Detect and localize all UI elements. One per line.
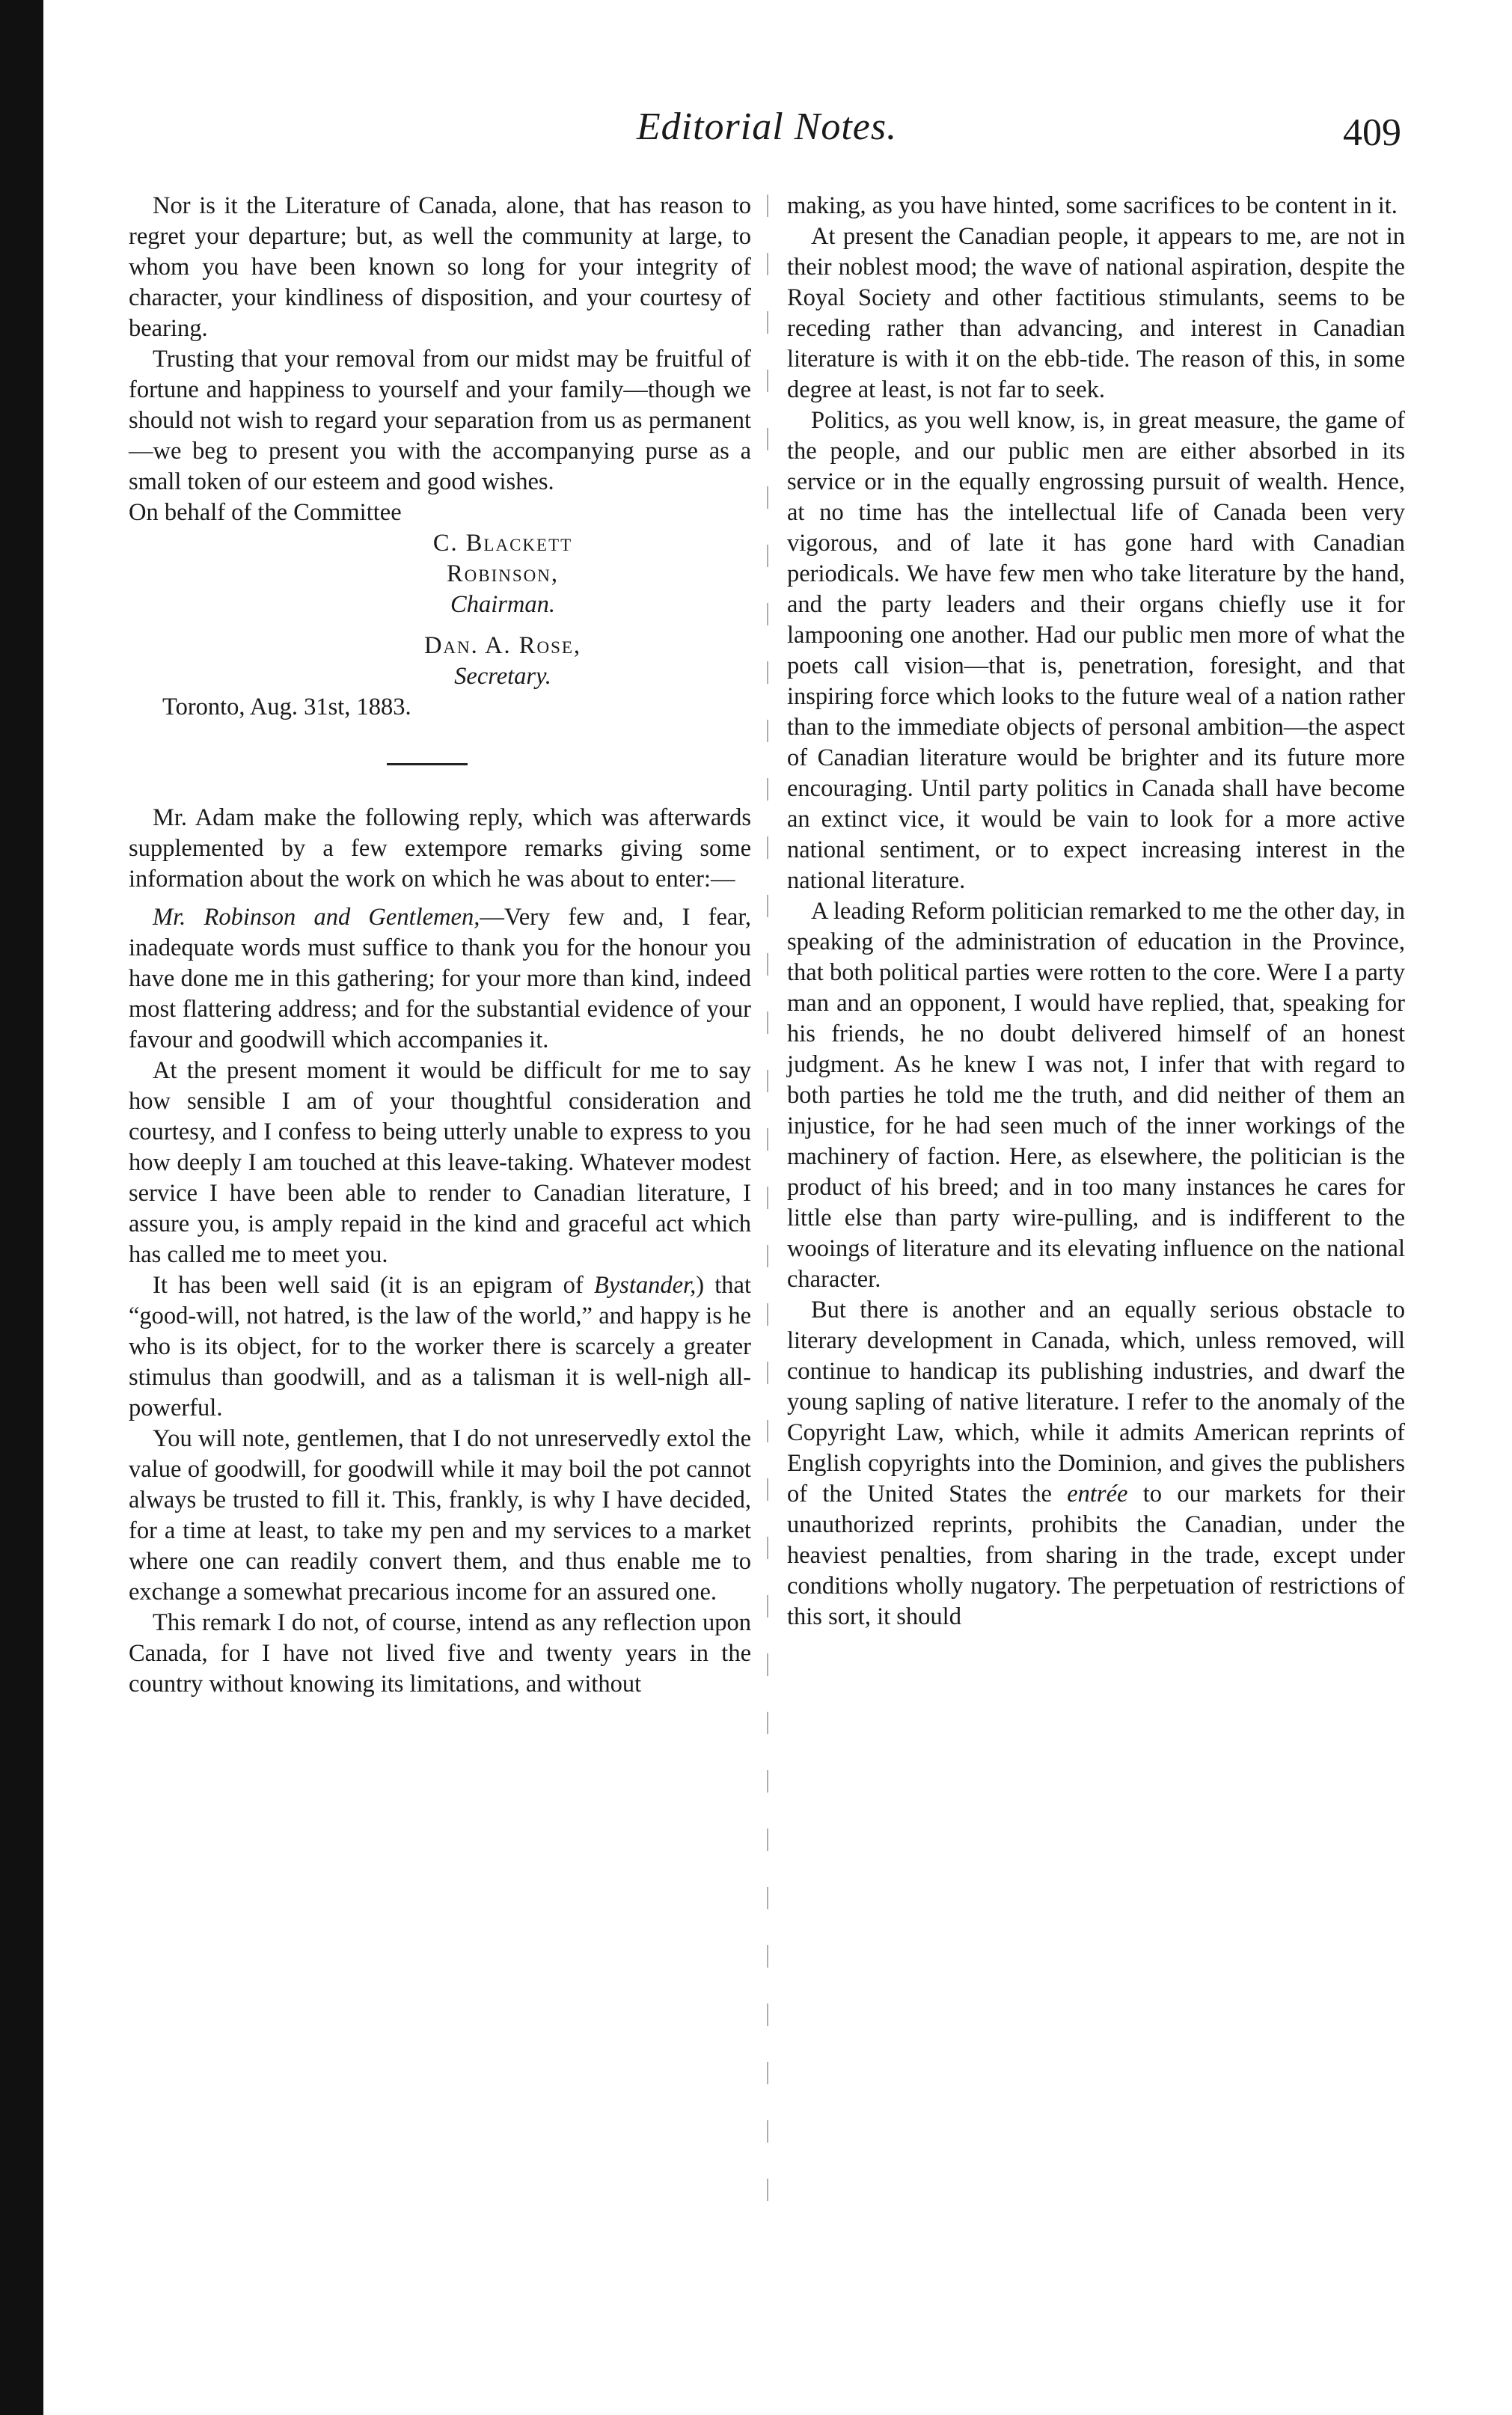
paragraph: A leading Reform politician remarked to me the other day, in speaking of the administration of education in the Province, that both political parties were rotten to the core. Were I a party man and an opponent, I would have replied, that, speaking for his friends, he no doubt delivered himself of an honest judgment. As he knew I was not, I infer that with regard to both parties he told me the truth, and did neither of them an injustice, for he had seen much of the inner workings of the machinery of faction. Here, as elsewhere, the politician is the product of his breed; and in too many instances he cares for little else than party wire-pulling, and is indifferent to the wooings of literature and its elevating influence on the national character. — [787, 898, 1405, 1293]
paragraph: Mr. Adam make the following reply, which was afterwards supplemented by a few extempore remarks giving some information about the work on which he was about to enter:— — [129, 804, 751, 893]
signature-block-chairman — [376, 528, 630, 620]
place-date: Toronto, Aug. 31st, 1883. — [162, 694, 411, 720]
paragraph: Politics, as you well know, is, in great measure, the game of the people, and our public men are either absorbed in its service or in the equally engrossing pursuit of wealth. Hence, at no time has the intellectual life of Canada been very vigorous, and of late it has gone hard with Canadian periodicals. We have few men who take literature by the hand, and the party leaders and their organs chiefly use it for lampooning one another. Had our public men more of what the poets call vision—that is, penetration, foresight, and that inspiring force which looks to the future weal of a nation rather than to the immediate objects of personal ambition—the aspect of Canadian literature would be brighter and its future more encouraging. Until party politics in Canada shall have become an extinct vice, it would be vain to look for a more active national sentiment, or to expect increasing interest in the national literature. — [787, 407, 1405, 894]
page-binding-edge — [0, 0, 43, 2415]
foreign-term: entrée — [1067, 1481, 1128, 1508]
periodical-title: Bystander, — [593, 1272, 697, 1299]
paragraph-text: —Very few and, I fear, inadequate words must suffice to thank you for the honour you have done me in this gathering; for your more than kind, indeed most flattering address; and for the substantial evidence of your favour and goodwill which accompanies it. — [129, 904, 751, 1053]
paragraph-text: to our markets for their unauthorized reprints, prohibits the Canadian, under the heaviest penalties, from sharing in the trade, except under conditions wholly nugatory. The perpetuation of restrictions of this sort, it should — [787, 1481, 1405, 1630]
right-column — [787, 191, 1405, 1632]
committee-line: On behalf of the Committee — [129, 499, 402, 526]
paragraph: This remark I do not, of course, intend as any reflection upon Canada, for I have not lived five and twenty years in the country without knowing its limitations, and without — [129, 1609, 751, 1698]
paragraph: At present the Canadian people, it appears to me, are not in their noblest mood; the wave of national aspiration, despite the Royal Society and other factitious stimulants, seems to be receding rather than advancing, and interest in Canadian literature is with it on the ebb-tide. The reason of this, in some degree at least, is not far to seek. — [787, 223, 1405, 403]
paragraph: At the present moment it would be difficult for me to say how sensible I am of your thoughtful consideration and courtesy, and I confess to being utterly unable to express to you how deeply I am touched at this leave-taking. Whatever modest service I have been able to render to Canadian literature, I assure you, is amply repaid in the kind and graceful act which has called me to meet you. — [129, 1057, 751, 1268]
column-divider — [767, 195, 768, 2237]
salutation: Mr. Robinson and Gentlemen, — [153, 904, 480, 931]
paragraph-text: It has been well said (it is an epigram of — [153, 1272, 594, 1299]
paragraph — [787, 1295, 1405, 1632]
paragraph: making, as you have hinted, some sacrifices to be content in it. — [787, 192, 1398, 219]
paragraph-text: ) that “good-will, not hatred, is the law of the world,” and happy is he who is its object, for to the worker there is scarcely a greater stimulus than goodwill, and as a talisman it is well-nigh all-powerful. — [129, 1272, 752, 1421]
page-number: 409 — [1343, 111, 1401, 154]
paragraph — [129, 1270, 751, 1424]
paragraph-text: But there is another and an equally serious obstacle to literary development in Canada, which, unless removed, will continue to handicap its publishing industries, and dwarf the young sapling of native literature. I refer to the anomaly of the Copyright Law, which, while it admits American reprints of English copyrights into the Dominion, and gives the publishers of the United States the — [787, 1297, 1405, 1508]
paragraph: You will note, gentlemen, that I do not unreservedly extol the value of goodwill, for goodwill while it may boil the pot cannot always be trusted to fill it. This, frankly, is why I have decided, for a time at least, to take my pen and my services to a market where one can readily convert them, and thus enable me to exchange a somewhat precarious income for an assured one. — [129, 1425, 751, 1606]
paragraph: Trusting that your removal from our midst may be fruitful of fortune and happiness to yourself and your family—though we should not wish to regard your separation from us as permanent—we beg to present you with the accompanying purse as a small token of our esteem and good wishes. — [129, 346, 751, 495]
signature-block-secretary — [376, 631, 630, 692]
running-title: Editorial Notes. — [636, 105, 898, 148]
signatory-role: Secretary. — [454, 663, 551, 690]
left-column — [129, 191, 751, 1700]
signatory-role: Chairman. — [450, 591, 555, 618]
paragraph: Nor is it the Literature of Canada, alone, that has reason to regret your departure; but, as well the community at large, to whom you have been known so long for your integrity of character, your kindliness of disposition, and your courtesy of bearing. — [129, 192, 751, 342]
paragraph — [129, 902, 751, 1056]
section-rule — [387, 763, 468, 765]
signatory-name: Dan. A. Rose, — [423, 632, 582, 659]
signatory-name: C. Blackett Robinson, — [432, 530, 573, 587]
